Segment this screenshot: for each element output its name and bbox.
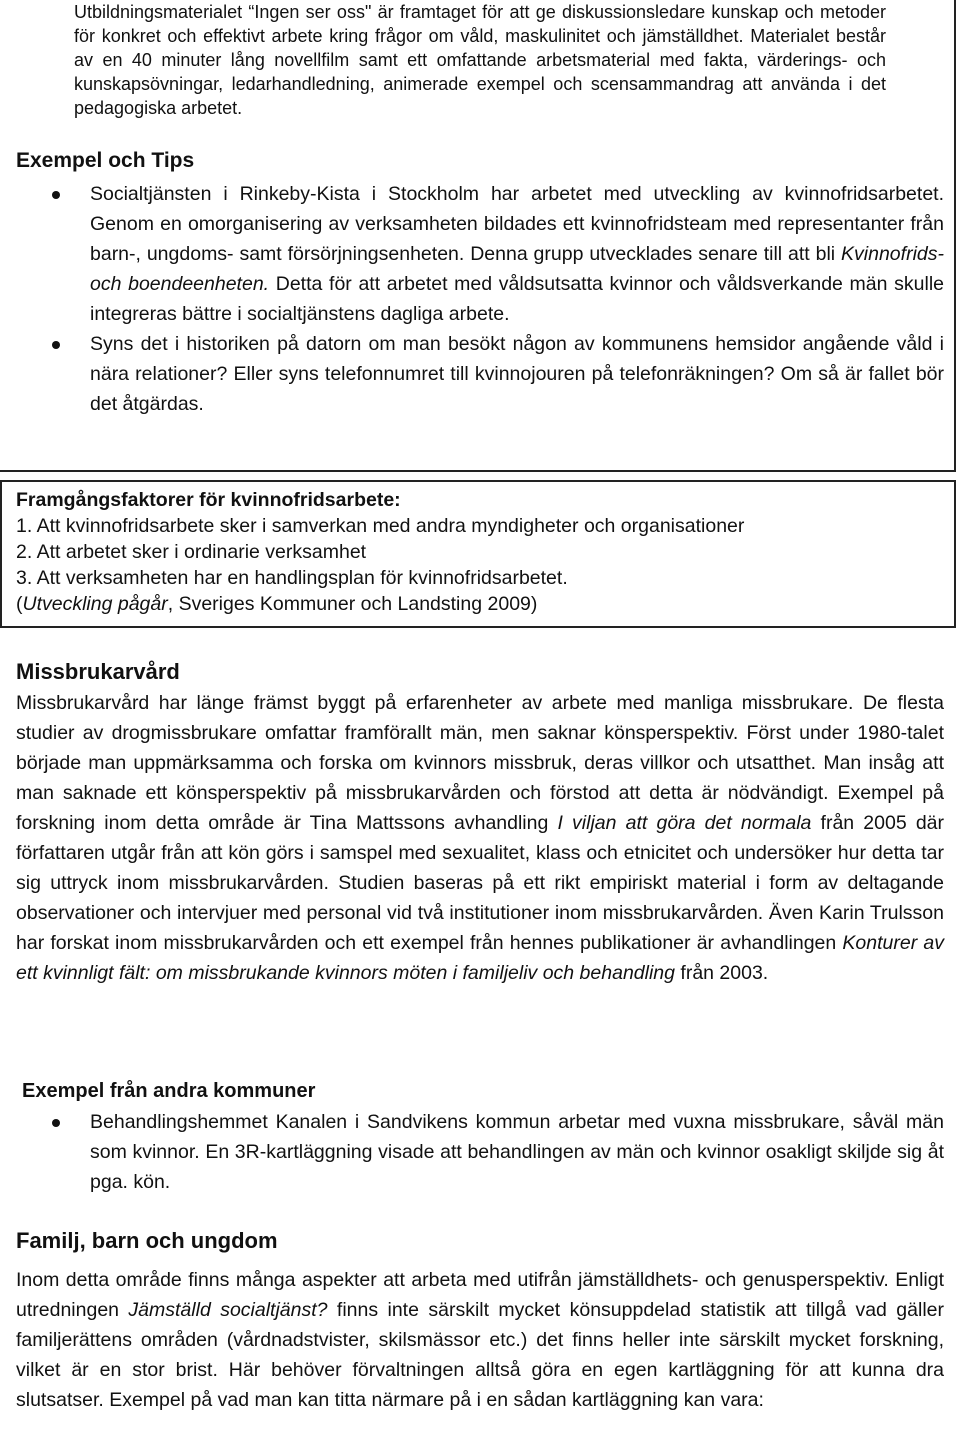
familj-heading: Familj, barn och ungdom — [16, 1228, 278, 1253]
factor-item: 3. Att verksamheten har en handlingsplan för kvinnofridsarbetet. — [16, 567, 568, 589]
tips-bullet-1: Socialtjänsten i Rinkeby-Kista i Stockholm har arbetet med utveckling av kvinnofridsarbetet. Genom en omorganisering av verksamheten bildades ett kvinnofridsteam med representanter från barn-, ungdoms- samt försörjningsenheten. Denna grupp utvecklades senare till att bli Kvinnofrids- och boendeenheten. Detta för att arbetet med våldsutsatta kvinnor och våldsverkande män skulle integreras bättre i socialtjänstens dagliga arbete. — [90, 179, 944, 329]
bullet-icon — [52, 341, 60, 349]
familj-paragraph: Inom detta område finns många aspekter att arbeta med utifrån jämställdhets- och genusperspektiv. Enligt utredningen Jämställd socialtjänst? finns inte särskilt mycket könsuppdelad statistik att tillgå vad gäller familjerättens områden (vårdnadstvister, skilsmässor etc.) det finns heller inte särskilt mycket forskning, vilket är en stor brist. Här behöver förvaltningen alltså göra en egen kartläggning för att kunna dra slutsatser. Exempel på vad man kan titta närmare på i en sådan kartläggning kan vara: — [16, 1269, 944, 1411]
tips-bullet-2: Syns det i historiken på datorn om man besökt någon av kommunens hemsidor angående våld i nära relationer? Eller syns telefonnumret till kvinnojouren på telefonräkningen? Om så är fallet bör det åtgärdas. — [90, 329, 944, 419]
bullet-icon — [52, 191, 60, 199]
factors-source: (Utveckling pågår, Sveriges Kommuner och Landsting 2009) — [16, 593, 538, 615]
tips-heading: Exempel och Tips — [16, 149, 195, 172]
factors-heading: Framgångsfaktorer för kvinnofridsarbete: — [16, 489, 401, 511]
factor-item: 1. Att kvinnofridsarbete sker i samverkan med andra myndigheter och organisationer — [16, 515, 745, 537]
andra-heading: Exempel från andra kommuner — [22, 1080, 316, 1102]
andra-bullet-1: Behandlingshemmet Kanalen i Sandvikens kommun arbetar med vuxna missbrukare, såväl män som kvinnor. En 3R-kartläggning visade att behandlingen av män och kvinnor osakligt skiljde sig åt pga. kön. — [90, 1107, 944, 1197]
factors-list — [16, 513, 744, 617]
andra-list — [90, 1107, 944, 1197]
bullet-icon — [52, 1119, 60, 1127]
missbruk-paragraph: Missbrukarvård har länge främst byggt på erfarenheter av arbete med manliga missbrukare. De flesta studier av drogmissbrukare omfattar framförallt män, men saknar könsperspektiv. Först under 1980-talet började man uppmärksamma och forska om kvinnors missbruk, deras villkor och utsatthet. Man insåg att man saknade ett könsperspektiv på missbrukarvården och förstod att detta är nödvändigt. Exempel på forskning inom detta område är Tina Mattssons avhandling I viljan att göra det normala från 2005 där författaren utgår från att kön görs i samspel med sexualitet, klass och etnicitet och undersöker hur detta tar sig uttryck inom missbrukarvården. Studien baseras på ett rikt empiriskt material i form av deltagande observationer och intervjuer med personal vid två institutioner inom missbrukarvården. Även Karin Trulsson har forskat inom missbrukarvården och ett exempel från hennes publikationer är avhandlingen Konturer av ett kvinnligt fält: om missbrukande kvinnors möten i familjeliv och behandling från 2003. — [16, 692, 944, 984]
factor-item: 2. Att arbetet sker i ordinarie verksamhet — [16, 541, 367, 563]
intro-paragraph: Utbildningsmaterialet “Ingen ser oss" är framtaget för att ge diskussionsledare kunskap och metoder för konkret och effektivt arbete kring frågor om våld, maskulinitet och jämställdhet. Materialet består av en 40 minuter lång novellfilm samt ett omfattande arbetsmaterial med fakta, värderings- och kunskapsövningar, ledarhandledning, animerade exempel och scensammandrag att använda i det pedagogiska arbetet. — [74, 2, 886, 118]
tips-list — [90, 179, 944, 419]
missbruk-heading: Missbrukarvård — [16, 659, 180, 684]
